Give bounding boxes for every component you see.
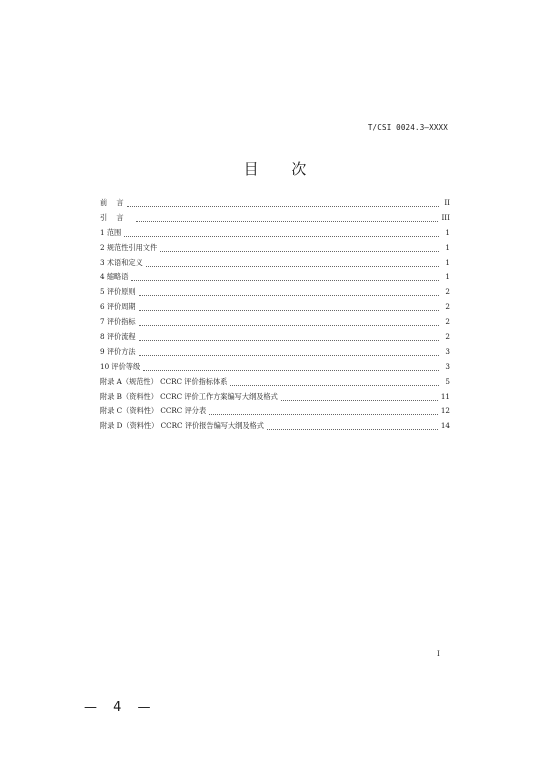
toc-leader-dots bbox=[139, 302, 439, 311]
toc-leader-dots bbox=[139, 287, 439, 296]
document-code: T/CSI 0024.3—XXXX bbox=[367, 123, 448, 132]
toc-entry[interactable] bbox=[100, 360, 450, 375]
toc-leader-dots bbox=[146, 258, 439, 267]
toc-entry[interactable] bbox=[100, 241, 450, 256]
toc-leader-dots bbox=[160, 243, 439, 252]
toc-leader-dots bbox=[127, 198, 439, 207]
toc-leader-dots bbox=[136, 213, 439, 222]
toc-leader-dots bbox=[281, 392, 438, 401]
toc-entry-page: 12 bbox=[440, 406, 450, 416]
toc-entry-label: 10 评价等级 bbox=[100, 361, 141, 371]
toc-leader-dots bbox=[267, 421, 438, 430]
toc-entry-page: 2 bbox=[445, 302, 450, 312]
toc-entry-page: III bbox=[441, 212, 450, 222]
toc-entry-page: 1 bbox=[445, 242, 450, 252]
toc-entry-page: 3 bbox=[445, 346, 450, 356]
toc-entry-label: 附录 A（规范性） CCRC 评价指标体系 bbox=[100, 376, 228, 386]
toc-entry[interactable] bbox=[100, 256, 450, 271]
toc-entry-page: 2 bbox=[445, 317, 450, 327]
page-number: — 4 — bbox=[84, 700, 157, 715]
page-title: 目 次 bbox=[243, 160, 321, 178]
toc-entry[interactable] bbox=[100, 211, 450, 226]
roman-page-number: I bbox=[437, 650, 440, 658]
toc-entry[interactable] bbox=[100, 196, 450, 211]
toc-leader-dots bbox=[124, 228, 439, 237]
toc-leader-dots bbox=[209, 406, 438, 415]
toc-leader-dots bbox=[131, 272, 439, 281]
toc-entry-label: 3 术语和定义 bbox=[100, 257, 143, 267]
toc-entry[interactable] bbox=[100, 285, 450, 300]
toc-entry[interactable] bbox=[100, 390, 450, 405]
toc-entry-page: 5 bbox=[445, 376, 450, 386]
toc-entry[interactable] bbox=[100, 419, 450, 434]
toc-entry-label: 4 缩略语 bbox=[100, 272, 129, 282]
toc-entry[interactable] bbox=[100, 315, 450, 330]
toc-entry-label: 引 言 bbox=[100, 212, 133, 222]
toc-entry[interactable] bbox=[100, 300, 450, 315]
toc-leader-dots bbox=[139, 317, 439, 326]
toc-entry-page: 11 bbox=[440, 391, 450, 401]
toc-entry-label: 附录 C（资料性） CCRC 评分表 bbox=[100, 406, 207, 416]
toc-entry[interactable] bbox=[100, 404, 450, 419]
table-of-contents bbox=[100, 196, 450, 434]
toc-entry[interactable] bbox=[100, 270, 450, 285]
toc-entry-page: 2 bbox=[445, 332, 450, 342]
toc-entry-label: 附录 D（资料性） CCRC 评价报告编写大纲及格式 bbox=[100, 421, 264, 431]
toc-entry-label: 7 评价指标 bbox=[100, 317, 136, 327]
toc-entry-label: 附录 B（资料性） CCRC 评价工作方案编写大纲及格式 bbox=[100, 391, 278, 401]
toc-entry-label: 前 言 bbox=[100, 198, 124, 207]
toc-entry-page: 14 bbox=[440, 421, 450, 431]
toc-leader-dots bbox=[230, 377, 439, 386]
toc-entry-page: 1 bbox=[445, 257, 450, 267]
toc-leader-dots bbox=[143, 362, 439, 371]
toc-entry-label: 6 评价周期 bbox=[100, 302, 136, 312]
toc-entry-page: 1 bbox=[445, 272, 450, 282]
toc-leader-dots bbox=[139, 347, 439, 356]
toc-entry-label: 8 评价流程 bbox=[100, 332, 136, 342]
toc-entry-label: 2 规范性引用文件 bbox=[100, 242, 158, 252]
toc-entry-page: 2 bbox=[445, 287, 450, 297]
toc-entry-label: 5 评价原则 bbox=[100, 287, 136, 297]
toc-entry[interactable] bbox=[100, 330, 450, 345]
toc-entry[interactable] bbox=[100, 345, 450, 360]
toc-entry-label: 1 范围 bbox=[100, 227, 122, 237]
toc-entry-page: 3 bbox=[445, 361, 450, 371]
toc-entry-label: 9 评价方法 bbox=[100, 346, 136, 356]
toc-leader-dots bbox=[139, 332, 439, 341]
toc-entry-page: II bbox=[444, 198, 450, 207]
toc-entry[interactable] bbox=[100, 226, 450, 241]
toc-entry[interactable] bbox=[100, 375, 450, 390]
toc-entry-page: 1 bbox=[445, 227, 450, 237]
